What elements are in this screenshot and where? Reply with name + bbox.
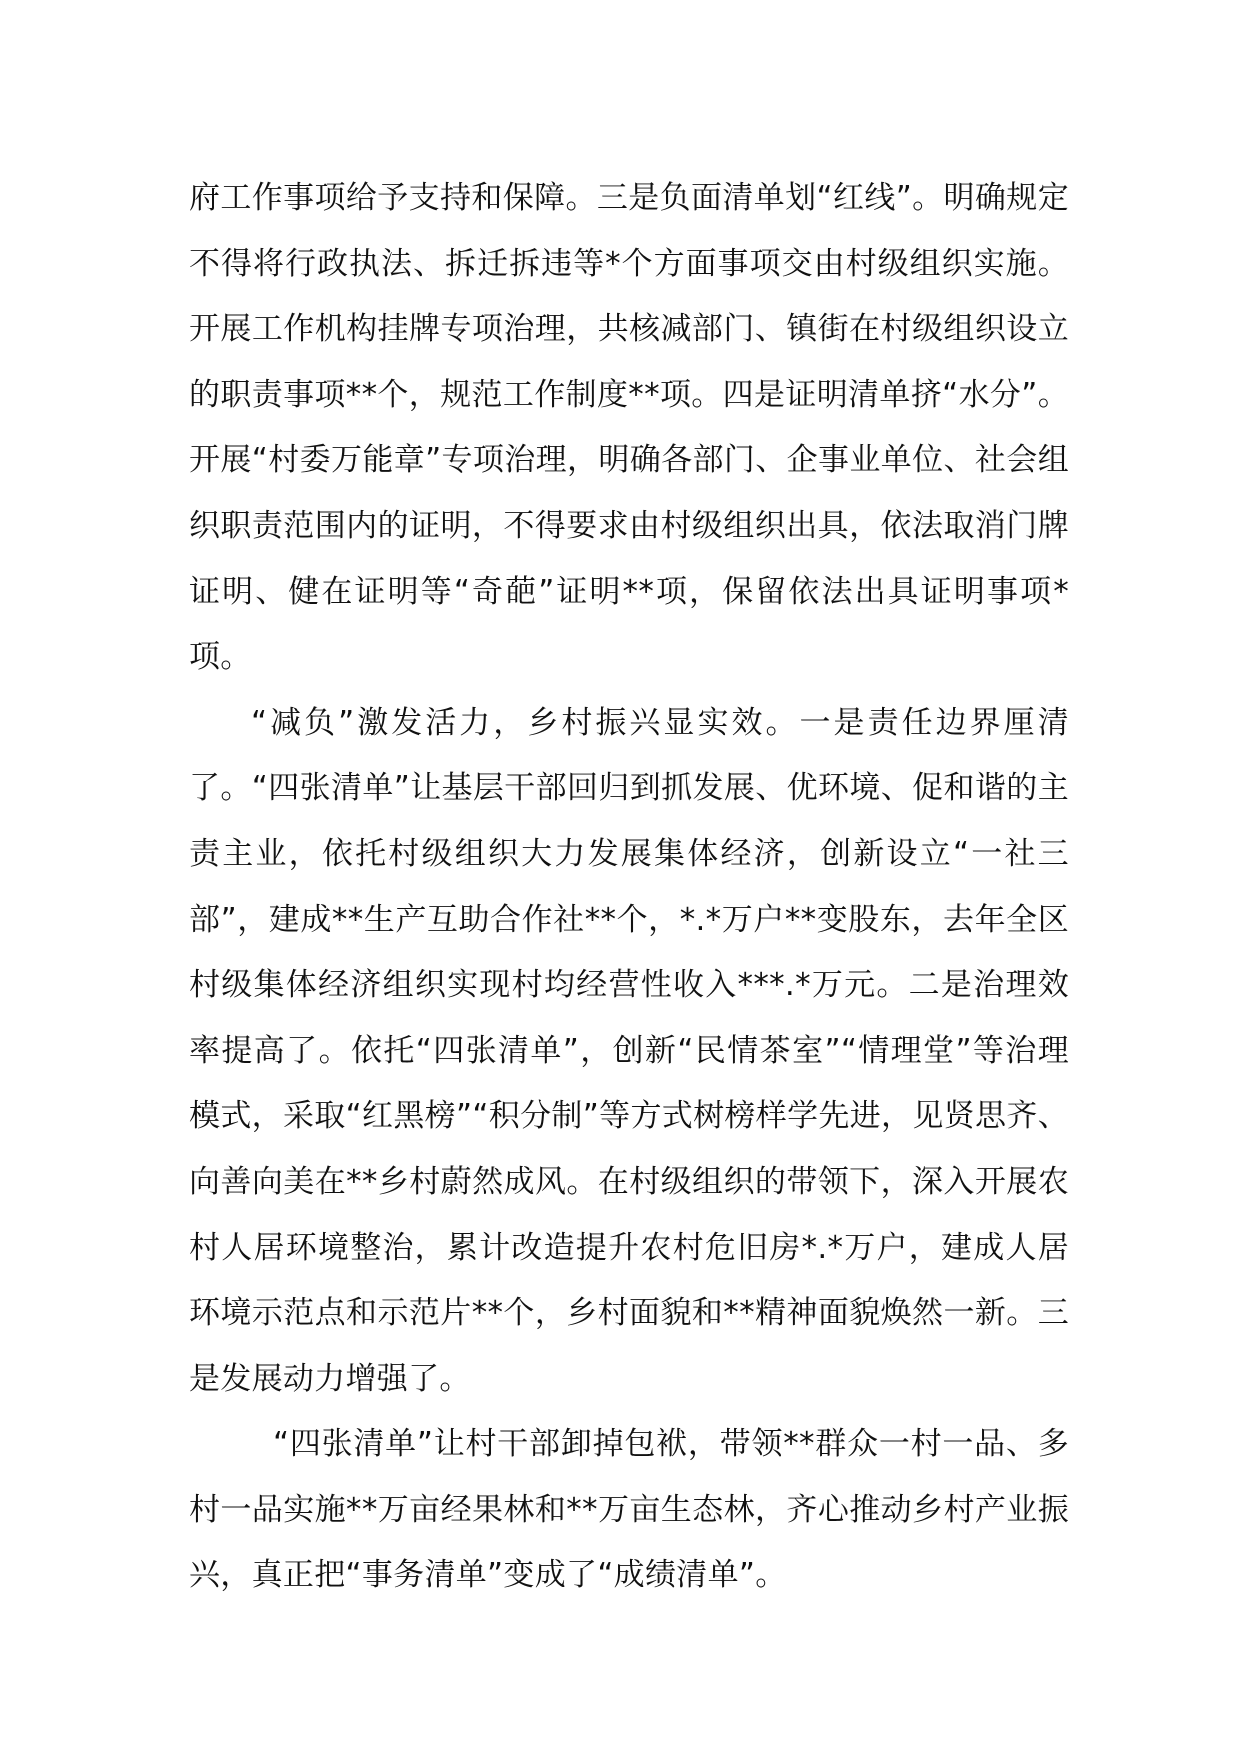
- paragraph-2: “减负”激发活力，乡村振兴显实效。一是责任边界厘清了。“四张清单”让基层干部回归到抓发展、优环境、促和谐的主责主业，依托村级组织大力发展集体经济，创新设立“一社三部”，建成**生产互助合作社**个，*.*万户**变股东，去年全区村级集体经济组织实现村均经营性收入***.*万元。二是治理效率提高了。依托“四张清单”，创新“民情茶室”“情理堂”等治理模式，采取“红黑榜”“积分制”等方式树榜样学先进，见贤思齐、向善向美在**乡村蔚然成风。在村级组织的带领下，深入开展农村人居环境整治，累计改造提升农村危旧房*.*万户，建成人居环境示范点和示范片**个，乡村面貌和**精神面貌焕然一新。三是发展动力增强了。: [189, 704, 1069, 1397]
- document-body: [189, 166, 1069, 1609]
- paragraph-3: “四张清单”让村干部卸掉包袱，带领**群众一村一品、多村一品实施**万亩经果林和**万亩生态林，齐心推动乡村产业振兴，真正把“事务清单”变成了“成绩清单”。: [189, 1426, 1069, 1594]
- paragraph-1: 府工作事项给予支持和保障。三是负面清单划“红线”。明确规定不得将行政执法、拆迁拆违等*个方面事项交由村级组织实施。开展工作机构挂牌专项治理，共核减部门、镇街在村级组织设立的职责事项**个，规范工作制度**项。四是证明清单挤“水分”。开展“村委万能章”专项治理，明确各部门、企事业单位、社会组织职责范围内的证明，不得要求由村级组织出具，依法取消门牌证明、健在证明等“奇葩”证明**项，保留依法出具证明事项*项。: [189, 180, 1069, 676]
